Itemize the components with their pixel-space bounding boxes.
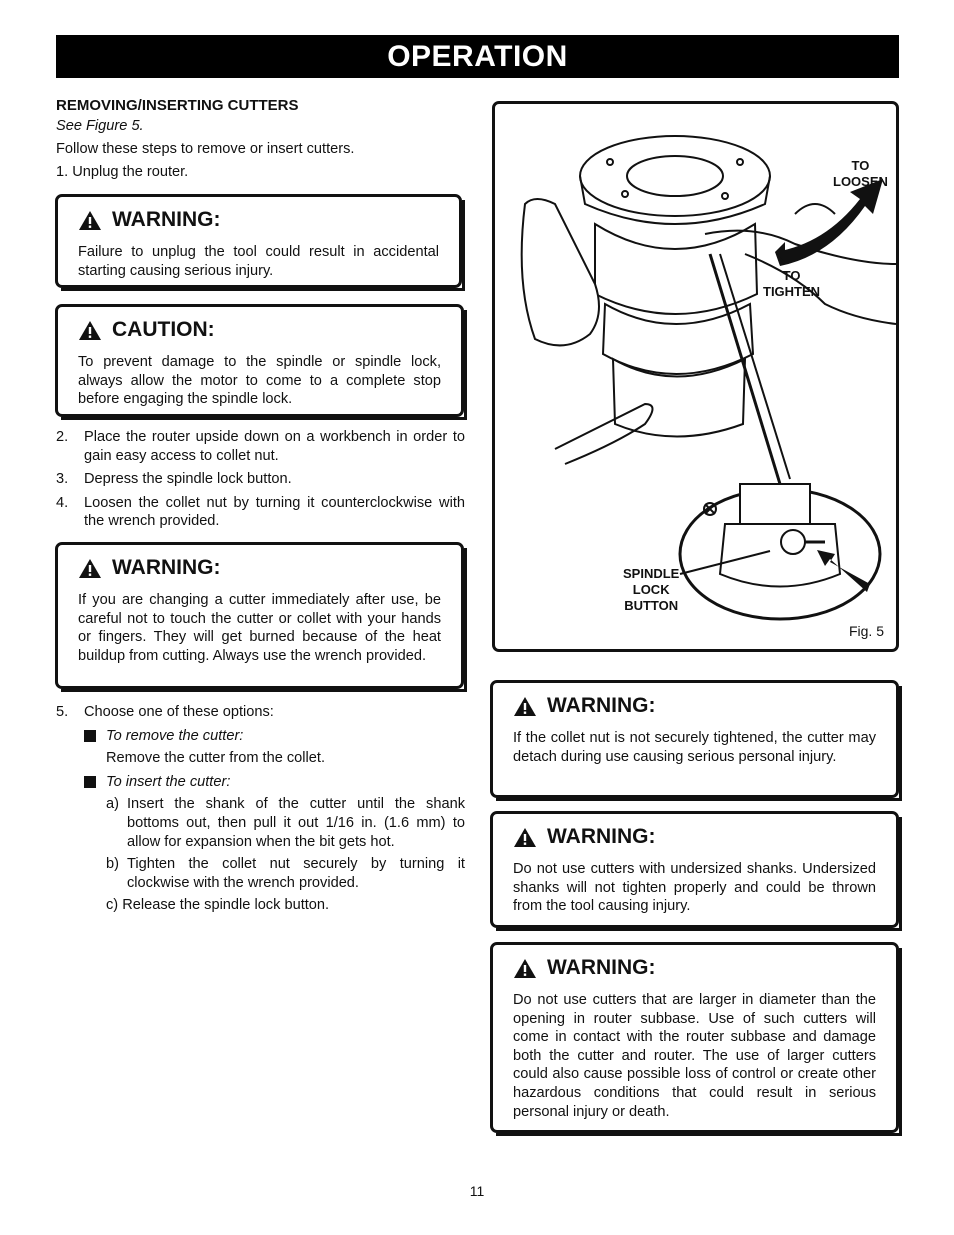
step-number: 4. <box>56 494 69 511</box>
step-item <box>56 428 465 465</box>
warning-triangle-icon <box>78 210 102 231</box>
step-number: 5. <box>56 704 69 720</box>
label-line: SPINDLE <box>623 566 680 581</box>
warning-heading <box>513 693 876 719</box>
substep-number: a) <box>106 796 119 813</box>
label-line: LOCK <box>632 582 670 597</box>
warning-triangle-icon <box>78 558 102 579</box>
section-header <box>56 35 899 78</box>
warning-title: WARNING: <box>112 207 221 231</box>
step-text: Depress the spindle lock button. <box>84 471 292 488</box>
warning-box-undersized-shanks <box>490 811 899 928</box>
warning-heading <box>513 955 876 981</box>
step-item <box>56 470 465 489</box>
warning-text: If the collet nut is not securely tightened, the cutter may detach during use causing serious personal injury. <box>513 730 876 765</box>
caution-heading <box>78 317 441 343</box>
warning-triangle-icon <box>78 320 102 341</box>
step-text: Choose one of these options: <box>84 704 274 720</box>
warning-title: WARNING: <box>547 955 656 979</box>
step-1: 1. Unplug the router. <box>56 163 189 180</box>
warning-heading <box>78 207 439 233</box>
label-line: BUTTON <box>624 598 679 613</box>
step-5-block <box>56 703 465 915</box>
warning-box-unplug <box>55 194 462 288</box>
warning-text: Failure to unplug the tool could result in accidental starting causing serious injury. <box>78 244 439 279</box>
step-item <box>56 703 465 722</box>
warning-heading <box>78 555 441 581</box>
option-label: To insert the cutter: <box>106 773 231 790</box>
step-text: Place the router upside down on a workbench in order to gain easy access to collet nut. <box>84 429 465 464</box>
option-remove <box>84 727 465 746</box>
intro-text: Follow these steps to remove or insert cutters. <box>56 141 355 158</box>
warning-heading <box>513 824 876 850</box>
substep-a <box>106 795 465 851</box>
warning-title: WARNING: <box>547 693 656 717</box>
warning-text: If you are changing a cutter immediately after use, be careful not to touch the cutter or collet with your hands or fingers. They will get burned because of the heat buildup from cutting. Always use the wrench provided. <box>78 592 441 664</box>
step-item <box>56 494 465 531</box>
step-number: 2. <box>56 429 69 445</box>
warning-triangle-icon <box>513 696 537 717</box>
label-line: TO <box>782 268 801 283</box>
square-bullet-icon <box>84 730 96 742</box>
caution-text: To prevent damage to the spindle or spindle lock, always allow the motor to come to a complete stop before engaging the spindle lock. <box>78 354 441 408</box>
warning-triangle-icon <box>513 958 537 979</box>
page-number: 11 <box>469 1183 485 1199</box>
steps-2-4 <box>56 428 465 531</box>
option-label: To remove the cutter: <box>106 727 244 744</box>
see-figure: See Figure 5. <box>56 117 144 134</box>
figure-5 <box>492 101 899 652</box>
step-text: Loosen the collet nut by turning it counterclockwise with the wrench provided. <box>84 494 465 530</box>
caution-box <box>55 304 464 417</box>
substep-text: Tighten the collet nut securely by turning it clockwise with the wrench provided. <box>127 856 465 891</box>
substep-c: c) Release the spindle lock button. <box>106 897 330 914</box>
section-title: REMOVING/INSERTING CUTTERS <box>56 97 299 114</box>
warning-text: Do not use cutters with undersized shanks. Undersized shanks will not tighten properly and could be thrown from the tool causing injury. <box>513 861 876 915</box>
warning-text: Do not use cutters that are larger in diameter than the opening in router subbase. Use of such cutters will come in contact with the router subbase and damage both the cutter and router. The use of larger cutters could also cause possible loss of control or create other hazardous conditions that could result in serious personal injury or death. <box>513 992 876 1120</box>
option-text: Remove the cutter from the collet. <box>106 750 325 767</box>
figure-caption: Fig. 5 <box>848 623 884 639</box>
caution-title: CAUTION: <box>112 317 215 341</box>
warning-box-collet-nut <box>490 680 899 798</box>
warning-box-larger-cutters <box>490 942 899 1133</box>
substep-number: b) <box>106 856 119 873</box>
step-number: 3. <box>56 471 69 488</box>
warning-triangle-icon <box>513 827 537 848</box>
page-title: OPERATION <box>387 39 568 73</box>
substep-b <box>106 855 465 892</box>
label-line: TIGHTEN <box>763 284 821 299</box>
label-spindle-lock-button <box>623 566 679 614</box>
label-line: TO <box>851 158 870 173</box>
label-line: LOOSEN <box>833 174 888 189</box>
option-insert <box>84 773 465 792</box>
warning-box-hot-cutter <box>55 542 464 689</box>
label-to-loosen <box>833 158 888 190</box>
warning-title: WARNING: <box>112 555 221 579</box>
substep-text: Insert the shank of the cutter until the shank bottoms out, then pull it out 1/16 in. (1.6 mm) to allow for expansion when the bit gets hot. <box>127 796 465 850</box>
warning-title: WARNING: <box>547 824 656 848</box>
square-bullet-icon <box>84 776 96 788</box>
left-column <box>56 97 466 181</box>
label-to-tighten <box>763 268 820 300</box>
